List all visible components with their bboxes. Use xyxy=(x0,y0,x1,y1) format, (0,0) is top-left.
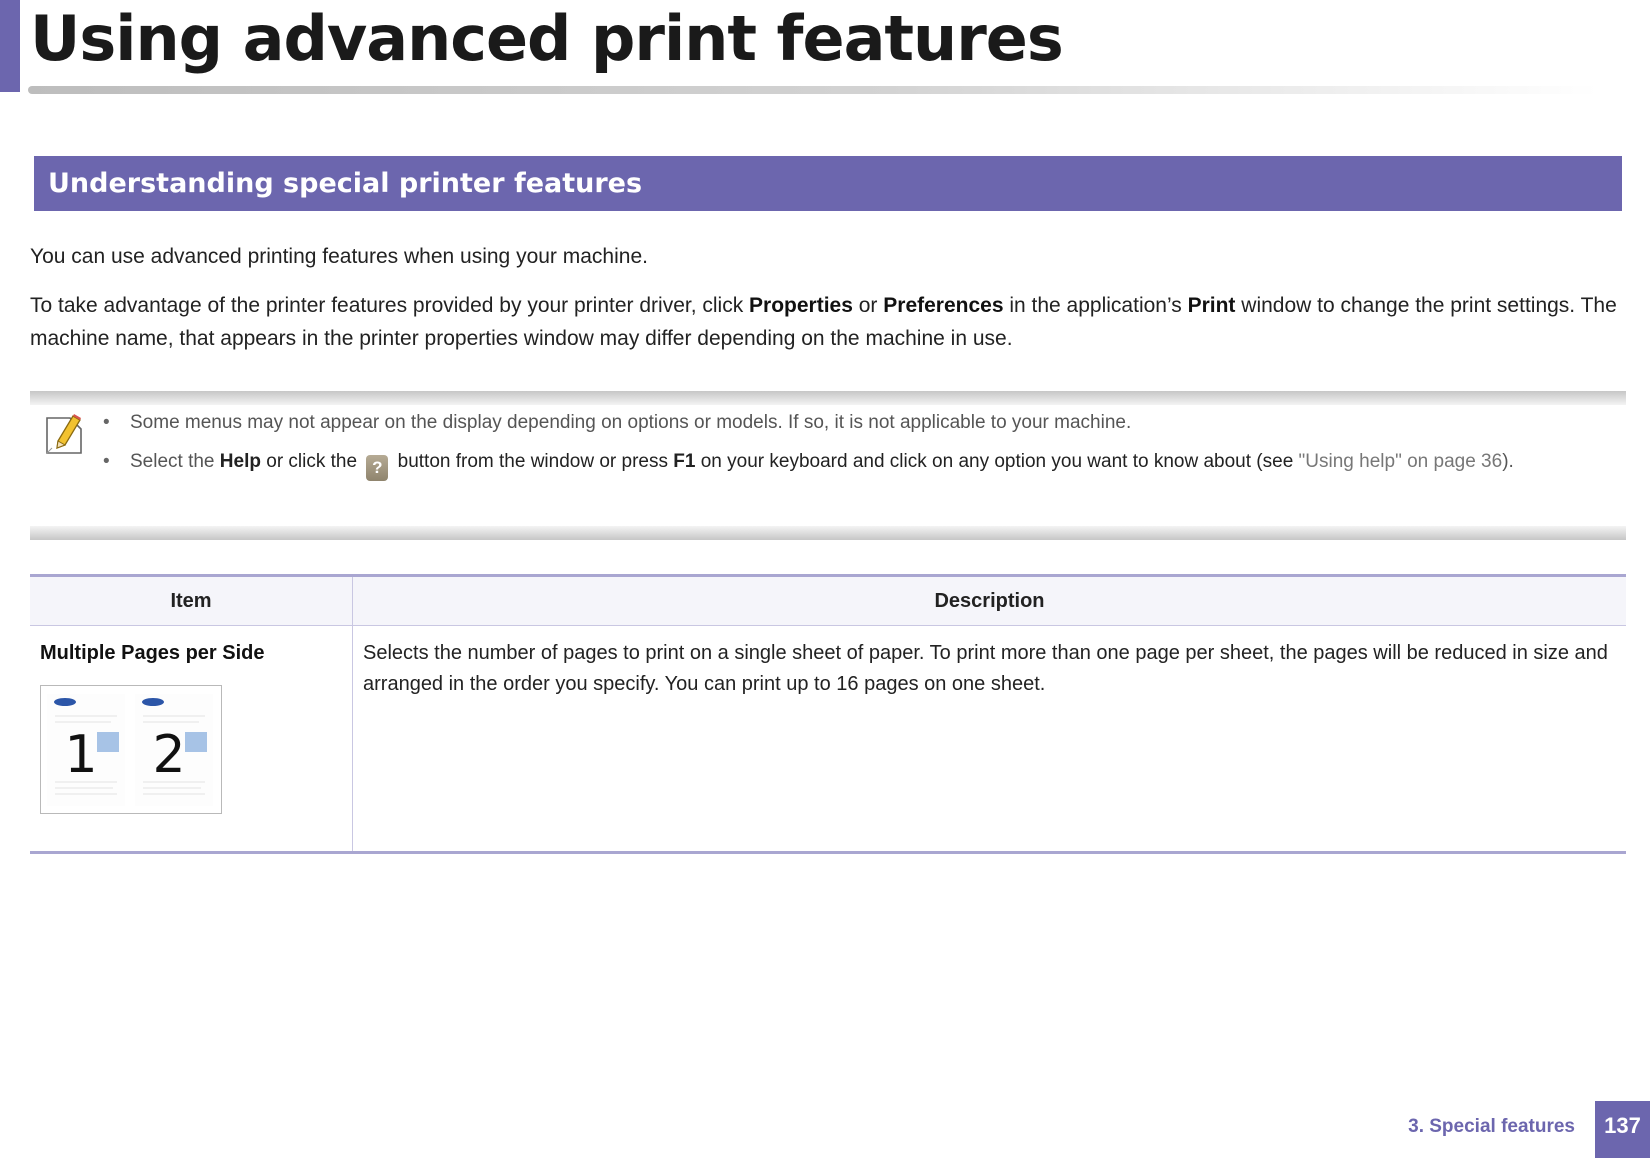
note-item-text: or click the xyxy=(260,451,363,472)
note-item-text: button from the window or press xyxy=(392,451,674,472)
table-header-row xyxy=(30,576,1626,626)
intro-paragraph: You can use advanced printing features when using your machine. xyxy=(30,245,648,268)
note-list xyxy=(100,408,1625,481)
note-item xyxy=(100,447,1625,481)
page-number: 137 xyxy=(1595,1101,1650,1158)
instructions-text: window to change the print settings. The machine name, that appears in the printer properties window may differ depending on the machine in use. xyxy=(30,294,1617,350)
footer-section-label: 3. Special features xyxy=(1408,1116,1575,1137)
column-header-description: Description xyxy=(353,576,1627,626)
properties-term: Properties xyxy=(749,294,853,317)
help-term: Help xyxy=(219,451,261,472)
page-title: Using advanced print features xyxy=(30,2,1063,75)
bullet: • xyxy=(103,412,110,433)
note-item-text: ). xyxy=(1502,451,1514,472)
preferences-term: Preferences xyxy=(883,294,1004,317)
instructions-text: To take advantage of the printer features provided by your printer driver, click xyxy=(30,294,750,317)
note-item-text: Some menus may not appear on the display depending on options or models. If so, it is not applicable to your machine. xyxy=(130,412,1132,433)
title-accent-bar xyxy=(0,0,20,92)
item-cell xyxy=(30,626,353,853)
note-item-text: on your keyboard and click on any option you want to know about (see xyxy=(695,451,1299,472)
column-header-item: Item xyxy=(30,576,353,626)
note-pencil-icon xyxy=(44,412,84,456)
instructions-text: in the application’s xyxy=(1003,294,1188,317)
note-item-text: Select the xyxy=(130,451,220,472)
item-name: Multiple Pages per Side xyxy=(40,642,265,664)
note-bottom-band xyxy=(30,526,1626,540)
help-question-icon: ? xyxy=(366,455,388,481)
features-table xyxy=(30,574,1626,854)
section-heading: Understanding special printer features xyxy=(34,156,1622,211)
two-pages-per-side-illustration xyxy=(40,685,222,814)
note-item xyxy=(100,408,1625,437)
page-digit: 1 xyxy=(64,725,98,785)
title-underline xyxy=(28,86,1598,94)
note-top-band xyxy=(30,391,1626,405)
instructions-paragraph xyxy=(30,289,1620,355)
print-term: Print xyxy=(1187,294,1236,317)
using-help-link[interactable]: "Using help" on page 36 xyxy=(1298,451,1503,472)
instructions-text: or xyxy=(852,294,884,317)
description-cell: Selects the number of pages to print on a single sheet of paper. To print more than one page per sheet, the pages will be reduced in size and arranged in the order you specify. You can print up to 16 pages on one sheet. xyxy=(363,642,1608,695)
table-row xyxy=(30,626,1626,853)
page-digit: 2 xyxy=(152,725,186,785)
f1-key-term: F1 xyxy=(673,451,696,472)
bullet: • xyxy=(103,451,110,472)
